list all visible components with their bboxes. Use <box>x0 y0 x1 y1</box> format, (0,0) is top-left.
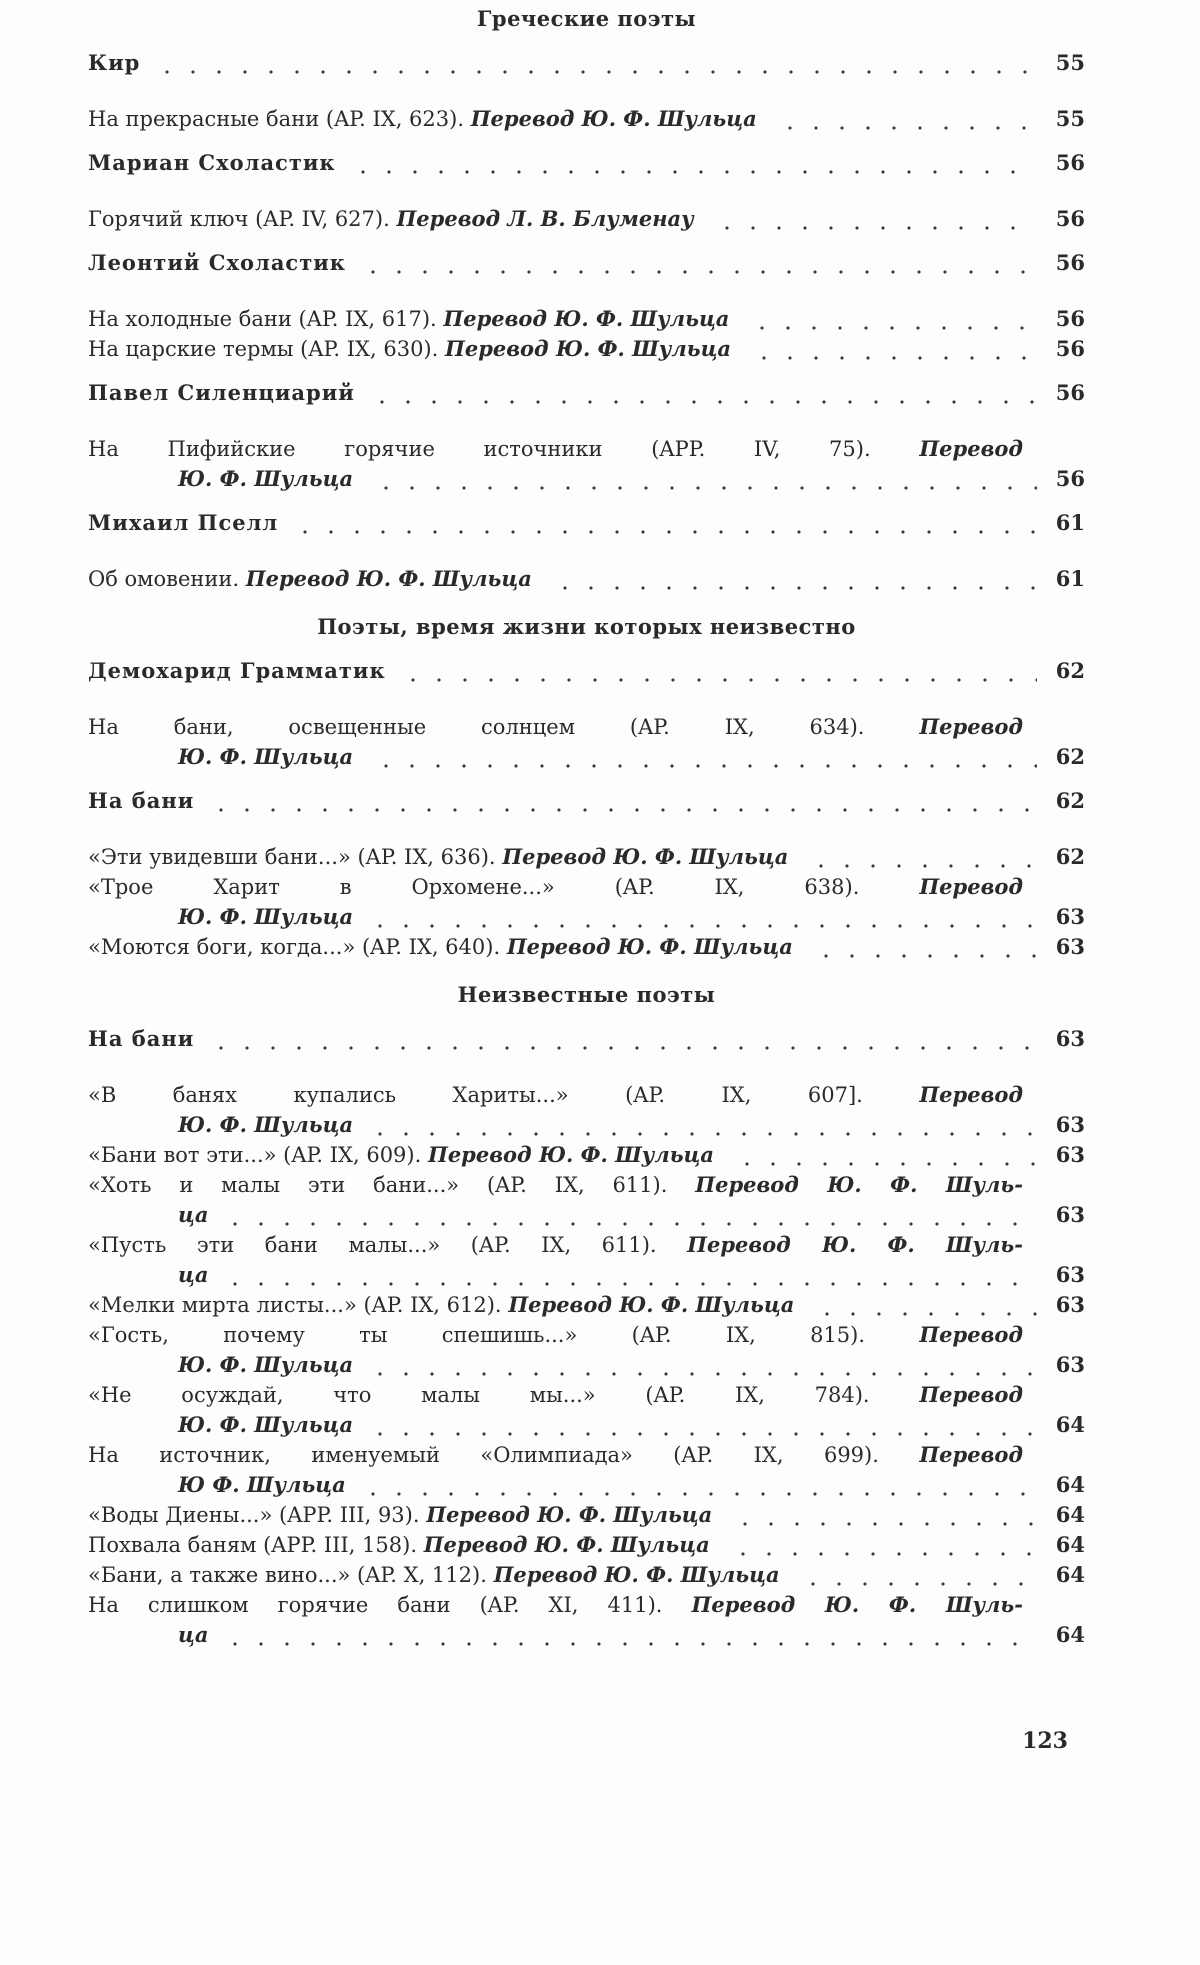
entry-text <box>88 932 799 962</box>
page-ref: 61 <box>1055 566 1085 591</box>
page-ref: 63 <box>1055 1262 1085 1287</box>
author-name: На бани <box>88 1026 195 1051</box>
translator-credit: Перевод Л. В. Блуменау <box>396 206 694 231</box>
dot-leader <box>809 932 1037 962</box>
page-ref: 62 <box>1055 744 1085 769</box>
translator-credit: Перевод <box>919 1322 1023 1347</box>
translator-credit: Перевод <box>919 1382 1023 1407</box>
dot-leader <box>730 1140 1037 1170</box>
entry-title: На источник, именуемый «Олимпиада» (AP. IX, 699). <box>88 1443 879 1467</box>
toc-entry-row <box>88 932 1085 962</box>
table-of-contents <box>88 4 1085 1650</box>
toc-author-row <box>88 1024 1085 1054</box>
dot-leader <box>204 1024 1037 1054</box>
toc-entry-row <box>88 1290 1085 1320</box>
entry-title: «Бани вот эти...» (AP. IX, 609). <box>88 1143 422 1167</box>
entry-line-1 <box>88 1230 1085 1260</box>
entry-text <box>88 104 763 134</box>
translator-credit: Перевод Ю. Ф. Шульца <box>245 566 532 591</box>
entry-title: «Не осуждай, что малы мы...» (AP. IX, 784). <box>88 1383 870 1407</box>
dot-leader <box>796 1560 1037 1590</box>
page-ref: 64 <box>1055 1532 1085 1557</box>
toc-entry-row <box>88 1560 1085 1590</box>
toc-entry-row <box>88 104 1085 134</box>
entry-line-2 <box>88 1200 1085 1230</box>
dot-leader <box>356 1470 1037 1500</box>
toc-entry-multiline <box>88 1590 1085 1650</box>
toc-entry-multiline <box>88 1230 1085 1290</box>
translator-name: Ю Ф. Шульца <box>178 1472 346 1497</box>
translator-credit: Перевод Ю. Ф. Шуль- <box>687 1232 1023 1257</box>
entry-line-1 <box>88 1380 1085 1410</box>
toc-author-row <box>88 148 1085 178</box>
page-ref: 56 <box>1055 336 1085 361</box>
toc-entry-row <box>88 842 1085 872</box>
dot-leader <box>726 1530 1037 1560</box>
entry-title: «Воды Диены...» (APP. III, 93). <box>88 1503 420 1527</box>
entry-title: На слишком горячие бани (AP. XI, 411). <box>88 1593 663 1617</box>
translator-name: ца <box>178 1202 209 1227</box>
author-name: Леонтий Схоластик <box>88 250 346 275</box>
entry-line-1 <box>88 1320 1085 1350</box>
translator-name: Ю. Ф. Шульца <box>178 466 354 491</box>
entry-text <box>88 1140 720 1170</box>
entry-title: «Мелки мирта листы...» (AP. IX, 612). <box>88 1293 502 1317</box>
page-ref: 56 <box>1055 206 1085 231</box>
entry-line-1 <box>88 1440 1085 1470</box>
page-ref: 56 <box>1055 380 1085 405</box>
dot-leader <box>369 742 1037 772</box>
page-ref: 63 <box>1055 904 1085 929</box>
translator-name: ца <box>178 1622 209 1647</box>
page-ref: 62 <box>1055 788 1085 813</box>
dot-leader <box>396 656 1037 686</box>
translator-name: Ю. Ф. Шульца <box>178 904 354 929</box>
entry-title: На бани, освещенные солнцем (AP. IX, 634). <box>88 715 865 739</box>
dot-leader <box>346 148 1037 178</box>
entry-line-2 <box>88 902 1085 932</box>
dot-leader <box>810 1290 1037 1320</box>
entry-title: Об омовении. <box>88 567 240 591</box>
toc-entry-multiline <box>88 872 1085 932</box>
translator-credit: Перевод Ю. Ф. Шульца <box>508 1292 795 1317</box>
dot-leader <box>745 304 1037 334</box>
dot-leader <box>804 842 1037 872</box>
toc-entry-row <box>88 1530 1085 1560</box>
author-name: Демохарид Грамматик <box>88 658 386 683</box>
toc-entry-row <box>88 1140 1085 1170</box>
translator-credit: Перевод <box>919 874 1023 899</box>
section-heading: Греческие поэты <box>476 6 697 31</box>
entry-text <box>88 334 737 364</box>
toc-author-row <box>88 786 1085 816</box>
entry-text <box>88 1290 800 1320</box>
translator-credit: Перевод Ю. Ф. Шульца <box>502 844 789 869</box>
page-ref: 55 <box>1055 106 1085 131</box>
entry-title: На прекрасные бани (AP. IX, 623). <box>88 107 465 131</box>
page-ref: 64 <box>1055 1502 1085 1527</box>
toc-author-row <box>88 508 1085 538</box>
page-ref: 63 <box>1055 1112 1085 1137</box>
dot-leader <box>218 1260 1037 1290</box>
dot-leader <box>548 564 1037 594</box>
entry-line-1 <box>88 872 1085 902</box>
section-heading: Неизвестные поэты <box>457 982 716 1007</box>
dot-leader <box>288 508 1037 538</box>
toc-entry-multiline <box>88 1380 1085 1440</box>
translator-credit: Перевод <box>919 1442 1023 1467</box>
entry-title: «Пусть эти бани малы...» (AP. IX, 611). <box>88 1233 657 1257</box>
page-ref: 63 <box>1055 1352 1085 1377</box>
entry-text <box>88 564 538 594</box>
dot-leader <box>363 1410 1037 1440</box>
entry-title: «Бани, а также вино...» (AP. X, 112). <box>88 1563 487 1587</box>
author-name: Мариан Схоластик <box>88 150 336 175</box>
entry-line-2 <box>88 742 1085 772</box>
section-heading: Поэты, время жизни которых неизвестно <box>317 614 856 639</box>
entry-title: «Трое Харит в Орхомене...» (AP. IX, 638). <box>88 875 860 899</box>
dot-leader <box>747 334 1037 364</box>
page-ref: 64 <box>1055 1562 1085 1587</box>
entry-title: «Хоть и малы эти бани...» (AP. IX, 611). <box>88 1173 668 1197</box>
page-ref: 56 <box>1055 150 1085 175</box>
dot-leader <box>365 378 1037 408</box>
translator-name: Ю. Ф. Шульца <box>178 1412 354 1437</box>
entry-line-2 <box>88 1350 1085 1380</box>
toc-entry-multiline <box>88 1170 1085 1230</box>
page-ref: 62 <box>1055 844 1085 869</box>
dot-leader <box>218 1620 1037 1650</box>
entry-line-2 <box>88 1410 1085 1440</box>
translator-credit: Перевод Ю. Ф. Шульца <box>506 934 793 959</box>
page-ref: 63 <box>1055 1026 1085 1051</box>
page-ref: 63 <box>1055 1142 1085 1167</box>
translator-credit: Перевод Ю. Ф. Шульца <box>427 1142 715 1167</box>
toc-entry-multiline <box>88 712 1085 772</box>
entry-title: На царские термы (AP. IX, 630). <box>88 337 439 361</box>
toc-entry-multiline <box>88 434 1085 494</box>
entry-text <box>88 204 700 234</box>
translator-name: Ю. Ф. Шульца <box>178 1112 354 1137</box>
page-ref: 63 <box>1055 934 1085 959</box>
entry-text <box>88 304 735 334</box>
dot-leader <box>710 204 1037 234</box>
toc-entry-multiline <box>88 1320 1085 1380</box>
author-name: Павел Силенциарий <box>88 380 355 405</box>
translator-credit: Перевод Ю. Ф. Шульца <box>443 306 730 331</box>
entry-line-2 <box>88 1470 1085 1500</box>
page-ref: 63 <box>1055 1292 1085 1317</box>
translator-credit: Перевод Ю. Ф. Шуль- <box>691 1592 1023 1617</box>
entry-title: На Пифийские горячие источники (APP. IV, 75). <box>88 437 871 461</box>
entry-title: «Гость, почему ты спешишь...» (AP. IX, 815). <box>88 1323 866 1347</box>
entry-line-1 <box>88 1590 1085 1620</box>
page-ref: 64 <box>1055 1472 1085 1497</box>
entry-line-2 <box>88 1260 1085 1290</box>
toc-entry-multiline <box>88 1440 1085 1500</box>
translator-credit: Перевод Ю. Ф. Шульца <box>493 1562 780 1587</box>
translator-credit: Перевод <box>919 436 1023 461</box>
page-ref: 56 <box>1055 250 1085 275</box>
toc-entry-row <box>88 564 1085 594</box>
entry-text <box>88 1500 718 1530</box>
toc-entry-row <box>88 1500 1085 1530</box>
entry-line-2 <box>88 1110 1085 1140</box>
entry-title: На холодные бани (AP. IX, 617). <box>88 307 437 331</box>
translator-credit: Перевод Ю. Ф. Шуль- <box>695 1172 1023 1197</box>
page-ref: 64 <box>1055 1412 1085 1437</box>
page-ref: 64 <box>1055 1622 1085 1647</box>
translator-credit: Перевод Ю. Ф. Шульца <box>470 106 757 131</box>
page-ref: 62 <box>1055 658 1085 683</box>
dot-leader <box>728 1500 1037 1530</box>
toc-author-row <box>88 248 1085 278</box>
toc-entry-multiline <box>88 1080 1085 1140</box>
page-ref: 61 <box>1055 510 1085 535</box>
dot-leader <box>204 786 1037 816</box>
page-number: 123 <box>1022 1728 1068 1754</box>
entry-title: «Эти увидевши бани...» (AP. IX, 636). <box>88 845 496 869</box>
entry-title: «Моются боги, когда...» (AP. IX, 640). <box>88 935 501 959</box>
entry-line-1 <box>88 712 1085 742</box>
translator-credit: Перевод Ю. Ф. Шульца <box>426 1502 713 1527</box>
translator-name: ца <box>178 1262 209 1287</box>
dot-leader <box>369 464 1037 494</box>
entry-title: Похвала баням (APP. III, 158). <box>88 1533 417 1557</box>
toc-entry-row <box>88 204 1085 234</box>
entry-text <box>88 1530 716 1560</box>
entry-text <box>88 842 794 872</box>
entry-title: Горячий ключ (AP. IV, 627). <box>88 207 390 231</box>
dot-leader <box>363 902 1037 932</box>
section-spacer <box>88 594 1085 612</box>
page-ref: 55 <box>1055 50 1085 75</box>
translator-credit: Перевод Ю. Ф. Шульца <box>445 336 732 361</box>
dot-leader <box>363 1110 1037 1140</box>
toc-entry-row <box>88 334 1085 364</box>
page-ref: 56 <box>1055 466 1085 491</box>
translator-credit: Перевод <box>919 714 1023 739</box>
author-name: Кир <box>88 50 141 75</box>
toc-entry-row <box>88 304 1085 334</box>
page-ref: 56 <box>1055 306 1085 331</box>
dot-leader <box>773 104 1037 134</box>
author-name: Михаил Пселл <box>88 510 279 535</box>
author-name: На бани <box>88 788 195 813</box>
entry-line-1 <box>88 434 1085 464</box>
dot-leader <box>363 1350 1037 1380</box>
translator-name: Ю. Ф. Шульца <box>178 744 354 769</box>
entry-line-2 <box>88 1620 1085 1650</box>
page-ref: 63 <box>1055 1202 1085 1227</box>
toc-author-row <box>88 656 1085 686</box>
translator-credit: Перевод Ю. Ф. Шульца <box>423 1532 710 1557</box>
section-spacer <box>88 962 1085 980</box>
entry-line-1 <box>88 1080 1085 1110</box>
toc-author-row <box>88 378 1085 408</box>
entry-text <box>88 1560 786 1590</box>
toc-author-row <box>88 48 1085 78</box>
translator-credit: Перевод <box>919 1082 1023 1107</box>
dot-leader <box>356 248 1037 278</box>
dot-leader <box>150 48 1037 78</box>
translator-name: Ю. Ф. Шульца <box>178 1352 354 1377</box>
entry-line-2 <box>88 464 1085 494</box>
dot-leader <box>218 1200 1037 1230</box>
entry-line-1 <box>88 1170 1085 1200</box>
entry-title: «В банях купались Хариты...» (AP. IX, 607]. <box>88 1083 863 1107</box>
